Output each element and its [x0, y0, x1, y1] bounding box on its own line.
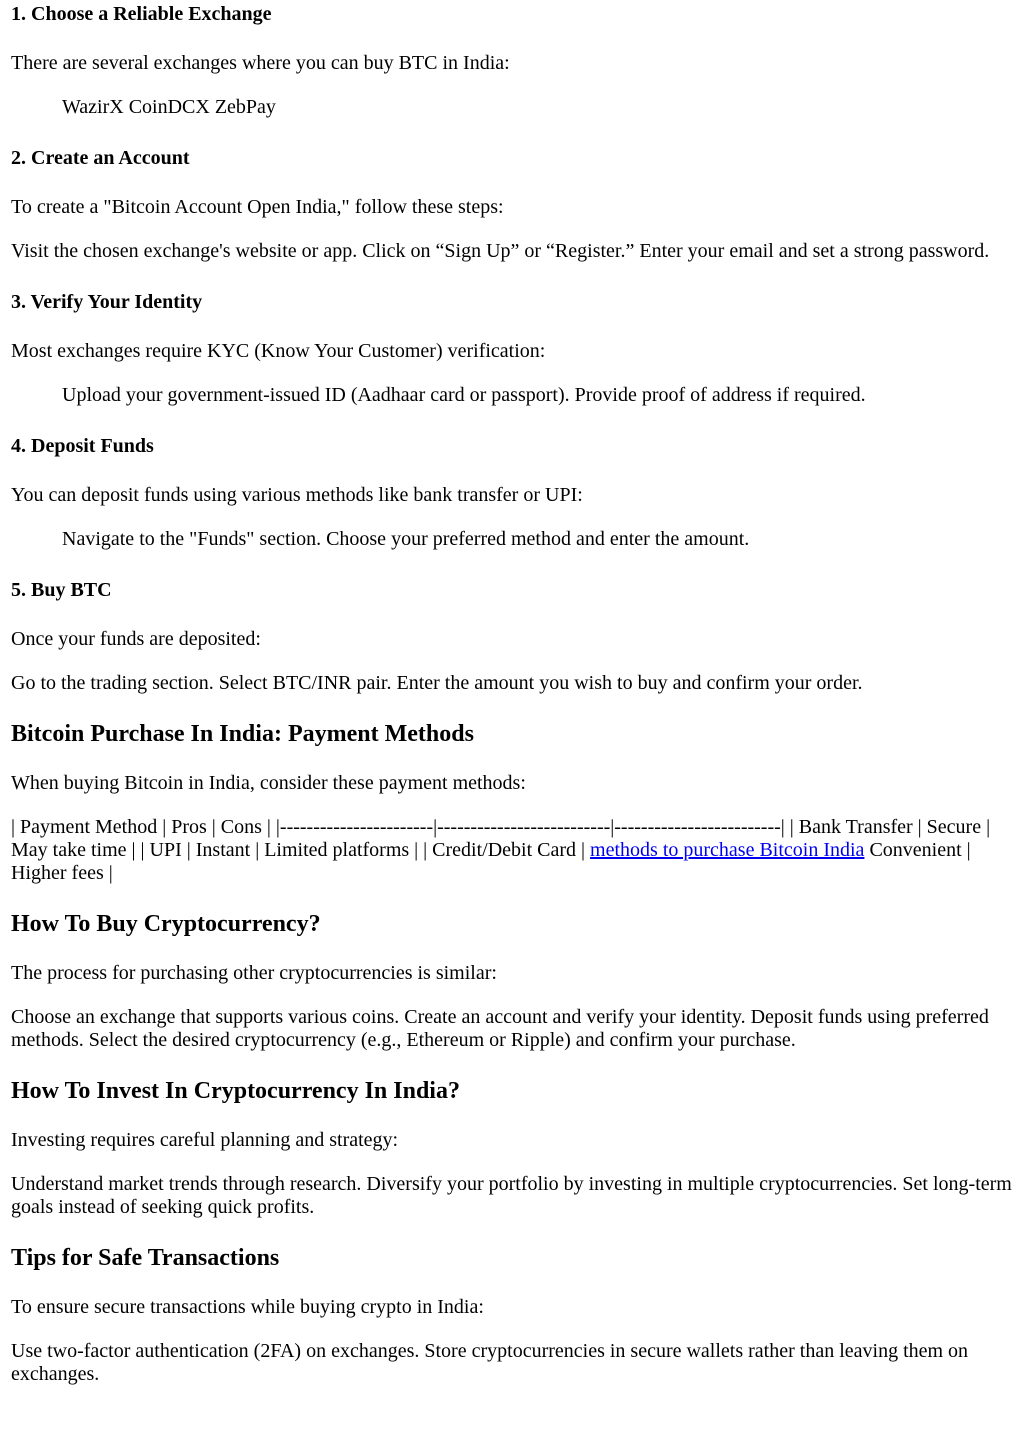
payment-table-text-after: Convenient | Higher fees |	[11, 839, 971, 884]
exchange-list: WazirX CoinDCX ZebPay	[62, 96, 276, 118]
article-body	[11, 0, 1016, 1386]
buy-btc-steps: Go to the trading section. Select BTC/INR pair. Enter the amount you wish to buy and confirm your order.	[11, 672, 863, 694]
safe-transactions-steps: Use two-factor authentication (2FA) on exchanges. Store cryptocurrencies in secure wallets rather than leaving them on exchanges.	[11, 1340, 969, 1385]
section-heading-verify-identity: 3. Verify Your Identity	[11, 291, 203, 313]
section-heading-buy-btc: 5. Buy BTC	[11, 579, 112, 601]
how-to-buy-heading: How To Buy Cryptocurrency?	[11, 911, 321, 937]
how-to-invest-heading: How To Invest In Cryptocurrency In India?	[11, 1078, 460, 1104]
how-to-invest-intro: Investing requires careful planning and strategy:	[11, 1129, 399, 1151]
section-heading-choose-exchange: 1. Choose a Reliable Exchange	[11, 3, 272, 25]
safe-transactions-intro: To ensure secure transactions while buying crypto in India:	[11, 1296, 484, 1318]
deposit-funds-list: Navigate to the "Funds" section. Choose your preferred method and enter the amount.	[62, 528, 750, 550]
section-heading-deposit-funds: 4. Deposit Funds	[11, 435, 154, 457]
how-to-invest-steps: Understand market trends through research. Diversify your portfolio by investing in multiple cryptocurrencies. Set long-term goals instead of seeking quick profits.	[11, 1173, 1012, 1218]
section-intro-buy-btc: Once your funds are deposited:	[11, 628, 261, 650]
section-intro-verify-identity: Most exchanges require KYC (Know Your Customer) verification:	[11, 340, 546, 362]
purchase-methods-link[interactable]: methods to purchase Bitcoin India	[590, 839, 865, 861]
how-to-buy-steps: Choose an exchange that supports various coins. Create an account and verify your identity. Deposit funds using preferred methods. Select the desired cryptocurrency (e.g., Ethereum or Ripple) and confirm your purchase.	[11, 1006, 989, 1051]
payment-methods-intro: When buying Bitcoin in India, consider these payment methods:	[11, 772, 526, 794]
section-intro-choose-exchange: There are several exchanges where you can buy BTC in India:	[11, 52, 510, 74]
create-account-steps: Visit the chosen exchange's website or app. Click on “Sign Up” or “Register.” Enter your email and set a strong password.	[11, 240, 990, 262]
section-heading-create-account: 2. Create an Account	[11, 147, 190, 169]
payment-methods-heading: Bitcoin Purchase In India: Payment Methods	[11, 721, 474, 747]
payment-table-text-before: | Payment Method | Pros | Cons | |-----------------------|--------------------------|-------------------------| | Bank Transfer | Secure | May take time | | UPI | Instant | Limited platforms | | Credit/Debit Card |	[11, 816, 991, 861]
how-to-buy-intro: The process for purchasing other cryptocurrencies is similar:	[11, 962, 497, 984]
safe-transactions-heading: Tips for Safe Transactions	[11, 1245, 280, 1271]
section-intro-create-account: To create a "Bitcoin Account Open India," follow these steps:	[11, 196, 504, 218]
verify-identity-list: Upload your government-issued ID (Aadhaar card or passport). Provide proof of address if required.	[62, 384, 866, 406]
section-intro-deposit-funds: You can deposit funds using various methods like bank transfer or UPI:	[11, 484, 583, 506]
payment-methods-table-text	[11, 816, 1016, 885]
